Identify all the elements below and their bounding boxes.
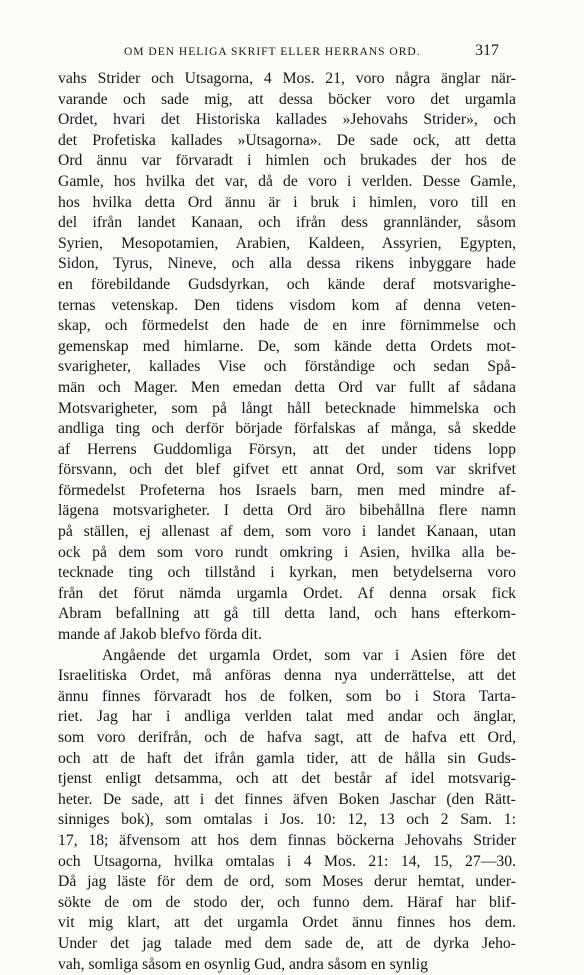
text-line: Motsvarigheter, som på långt håll betecknade himmelska och xyxy=(58,399,516,417)
text-line: förmedelst Profeterna hos Israels barn, men med mindre af- xyxy=(58,481,516,499)
text-line: Israelitiska Ordet, må anföras denna nya underrättelse, att det xyxy=(58,667,516,685)
body-text xyxy=(58,69,516,975)
text-line: Sidon, Tyrus, Nineve, och alla dessa rikens inbyggare hade xyxy=(58,255,516,273)
text-line: tecknade ting och tillstånd i kyrkan, men betydelserna voro xyxy=(58,564,516,582)
text-line: Då jag läste för dem de ord, som Moses derur hemtat, under- xyxy=(58,873,516,891)
text-line: Angående det urgamla Ordet, som var i Asien före det xyxy=(102,646,516,664)
text-line: Under det jag talade med dem sade de, att de dyrka Jeho- xyxy=(58,934,516,952)
text-line: ock på dem som voro rundt omkring i Asien, hvilka alla be- xyxy=(58,543,516,561)
text-line: Ordet, hvari det Historiska kallades »Jehovahs Strider», och xyxy=(58,111,516,129)
text-line: vahs Strider och Utsagorna, 4 Mos. 21, voro några änglar när- xyxy=(58,70,516,87)
text-line: af Herrens Guddomliga Försyn, att det under tidens lopp xyxy=(58,440,516,458)
page-number: 317 xyxy=(475,42,499,59)
text-line: tjenst enligt detsamma, och att det består af idel motsvarig- xyxy=(58,770,516,788)
text-line: som voro derifrån, och de hafva sagt, att de hafva ett Ord, xyxy=(58,729,516,746)
text-line: och att de haft det ifrån gamla tider, att de hålla sin Guds- xyxy=(58,749,516,767)
text-line: på ställen, ej allenast af dem, som voro i landet Kanaan, utan xyxy=(58,523,516,541)
text-line: heter. De sade, att i det finnes äfven Boken Jaschar (den Rätt- xyxy=(58,790,516,808)
text-line: från det förut nämda urgamla Ordet. Af denna orsak fick xyxy=(58,584,516,602)
text-line: försvann, och det blef gifvet ett annat Ord, som var skrifvet xyxy=(58,461,516,479)
text-line: varande och sade mig, att dessa böcker voro det urgamla xyxy=(58,90,516,108)
text-line: och Utsagorna, hvilka omtalas i 4 Mos. 21: 14, 15, 27—30. xyxy=(58,852,516,870)
text-line: ternas vetenskap. Den tidens visdom kom af denna veten- xyxy=(58,296,516,314)
text-line: det Profetiska kallades »Utsagorna». De sade ock, att detta xyxy=(58,131,516,149)
text-line: gemenskap med himlarne. De, som kände detta Ordets mot- xyxy=(58,337,516,355)
text-line: vit mig klart, att det urgamla Ordet ännu finnes hos dem. xyxy=(58,914,516,932)
text-line: del ifrån landet Kanaan, och ifrån dess grannländer, såsom xyxy=(58,214,516,232)
text-line: riet. Jag har i andliga verlden talat med andar och änglar, xyxy=(58,708,516,726)
text-line: sinniges bok), som omtalas i Jos. 10: 12, 13 och 2 Sam. 1: xyxy=(58,811,516,829)
text-line: hos hvilka detta Ord ännu är i bruk i himlen, voro till en xyxy=(58,193,516,211)
running-head xyxy=(0,42,584,62)
text-line: andliga ting och derför började förfalskas af många, så skedde xyxy=(58,420,516,438)
text-line: Syrien, Mesopotamien, Arabien, Kaldeen, Assyrien, Egypten, xyxy=(58,234,516,252)
text-line: svarigheter, kallades Vise och förståndige och sedan Spå- xyxy=(58,358,516,376)
text-line: 17, 18; äfvensom att hos dem finnas böckerna Jehovahs Strider xyxy=(58,831,516,849)
text-line: sökte de om de stodo der, och funno dem. Häraf har blif- xyxy=(58,893,516,911)
text-line: ännu finnes förvaradt hos de folken, som bo i Stora Tarta- xyxy=(58,687,516,705)
text-line: lägena motsvarigheter. I detta Ord äro bibehållna flere namn xyxy=(58,502,516,520)
running-title: OM DEN HELIGA SKRIFT ELLER HERRANS ORD. xyxy=(124,46,421,58)
text-line: Abram befallning att gå till detta land, och hans efterkom- xyxy=(58,605,516,623)
text-line: mande af Jakob blefvo förda dit. xyxy=(58,626,262,644)
text-line: Gamle, hos hvilka det var, då de voro i verlden. Desse Gamle, xyxy=(58,172,516,190)
text-line: skap, och förmedelst den hade de en inre förnimmelse och xyxy=(58,317,516,335)
text-line: män och Mager. Men emedan detta Ord var fullt af sådana xyxy=(58,378,516,396)
text-line: Ord ännu var förvaradt i himlen och brukades der hos de xyxy=(58,152,516,170)
text-line: vah, somliga såsom en osynlig Gud, andra såsom en synlig xyxy=(58,955,428,973)
text-line: en förebildande Gudsdyrkan, och kände deraf motsvarighe- xyxy=(58,275,516,293)
